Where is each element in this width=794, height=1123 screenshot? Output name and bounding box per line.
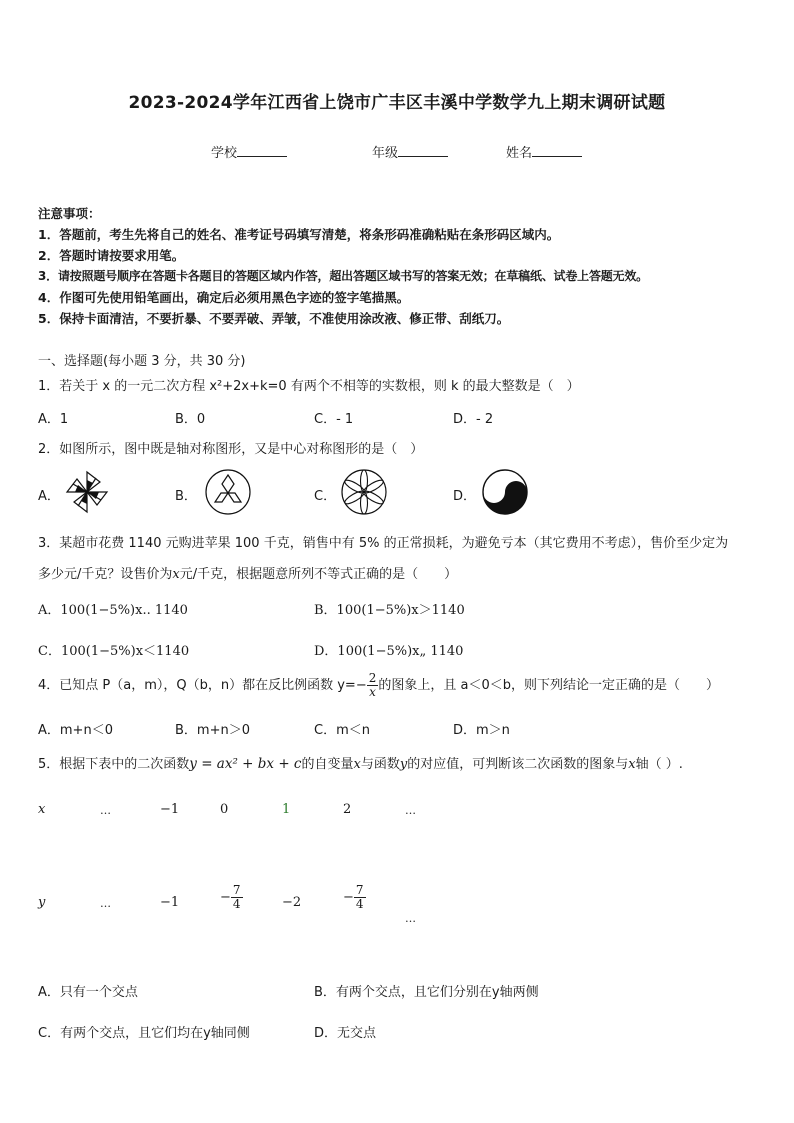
fraction-den: 4 [355,897,364,911]
note-item: 4．作图可先使用铅笔画出，确定后必须用黑色字迹的签字笔描黑。 [38,290,410,305]
q5-var-y: y [399,757,408,772]
q3-stem-part: 元/千克，根据题意所列不等式正确的是（ ） [179,567,458,582]
q5-var-x: x [353,757,361,772]
q4-option-b[interactable]: B．m+n＞0 [175,723,250,738]
question-4-stem [38,672,719,699]
q3-variable: x [172,567,180,582]
q5-stem-part: 的对应值，可判断该二次函数的图象与 [407,757,629,772]
table-y-label: y [38,895,46,910]
yin-yang-icon [480,467,530,517]
q5-stem-part: 轴（ ）. [635,757,683,772]
q4-option-c[interactable]: C．m＜n [314,723,370,738]
table-y-cell: … [100,897,111,910]
q4-stem-part: 4．已知点 P（a，m），Q（b，n）都在反比例函数 y=− [38,678,367,693]
grade-label: 年级 [372,146,399,161]
table-y-cell: −2 [282,895,302,910]
section-heading: 一、选择题(每小题 3 分，共 30 分) [38,354,246,369]
pinwheel-icon [60,468,114,516]
fraction-den: 4 [232,897,241,911]
q5-option-c[interactable]: C．有两个交点，且它们均在y轴同侧 [38,1026,250,1041]
question-5-stem [38,753,683,772]
six-petal-icon [339,467,389,517]
q4-stem-part: 的图象上，且 a＜0＜b，则下列结论一定正确的是（ ） [378,678,719,693]
name-blank[interactable] [532,144,582,157]
table-x-cell: 1 [282,802,291,817]
school-blank[interactable] [237,144,287,157]
q3-option-a[interactable]: A．100(1−5%)x.. 1140 [38,603,188,618]
note-item: 5．保持卡面清洁，不要折暴、不要弄破、弄皱，不准使用涂改液、修正带、刮纸刀。 [38,311,510,326]
table-x-label: x [38,802,46,817]
q5-option-a[interactable]: A．只有一个交点 [38,985,138,1000]
question-3-stem-line2 [38,563,457,582]
question-3-stem: 3．某超市花费 1140 元购进苹果 100 千克，销售中有 5% 的正常损耗，为避免亏本（其它费用不考虑），售价至少定为 [38,536,729,551]
table-x-cell: … [405,804,416,817]
q5-formula: y = ax² + bx + c [189,756,302,772]
q4-fraction [367,672,379,699]
q2-option-a-label[interactable]: A． [38,489,60,504]
q1-option-a[interactable]: A．1 [38,412,69,427]
q5-var-x: x [628,757,636,772]
q3-option-c[interactable]: C．100(1−5%)x＜1140 [38,644,190,659]
question-1-stem: 1．若关于 x 的一元二次方程 x²+2x+k=0 有两个不相等的实数根，则 k 的最大整数是（ ） [38,379,580,394]
note-item: 3．请按照题号顺序在答题卡各题目的答题区域内作答，超出答题区域书写的答案无效；在草稿纸、试卷上答题无效。 [38,269,648,283]
q4-fraction-num: 2 [368,671,377,685]
table-y-cell-fraction [220,884,243,911]
fraction [231,884,243,911]
grade-field [372,142,448,161]
three-diamonds-icon [203,467,253,517]
q4-fraction-den: x [369,685,376,699]
fraction-num: 7 [232,883,241,897]
table-x-cell: 0 [220,802,229,817]
q3-option-d[interactable]: D．100(1−5%)x„ 1140 [314,644,464,659]
name-field [506,142,582,161]
table-y-cell-fraction [343,884,366,911]
q1-option-b[interactable]: B．0 [175,412,206,427]
q2-option-d-label[interactable]: D． [453,489,477,504]
q4-option-d[interactable]: D．m＞n [453,723,510,738]
table-y-cell: … [405,912,416,925]
q5-option-b[interactable]: B．有两个交点，且它们分别在y轴两侧 [314,985,539,1000]
q2-option-c-label[interactable]: C． [314,489,337,504]
minus-sign: − [220,890,231,905]
q3-stem-part: 多少元/千克？设售价为 [38,567,173,582]
q1-option-d[interactable]: D．- 2 [453,412,494,427]
q3-option-b[interactable]: B．100(1−5%)x＞1140 [314,603,465,618]
table-y-cell: −1 [160,895,180,910]
table-x-cell: 2 [343,802,352,817]
fraction-num: 7 [355,883,364,897]
page-title: 2023-2024学年江西省上饶市广丰区丰溪中学数学九上期末调研试题 [128,93,666,113]
notes-heading: 注意事项： [38,206,101,221]
fraction [354,884,366,911]
q4-option-a[interactable]: A．m+n＜0 [38,723,113,738]
question-2-stem: 2．如图所示，图中既是轴对称图形，又是中心对称图形的是（ ） [38,442,424,457]
school-field [211,142,287,161]
q5-option-d[interactable]: D．无交点 [314,1026,377,1041]
q5-stem-part: 5．根据下表中的二次函数 [38,757,190,772]
name-label: 姓名 [506,146,533,161]
table-x-cell: −1 [160,802,180,817]
note-item: 1．答题前，考生先将自己的姓名、准考证号码填写清楚，将条形码准确粘贴在条形码区域内。 [38,227,560,242]
school-label: 学校 [211,146,238,161]
q1-option-c[interactable]: C．- 1 [314,412,354,427]
note-item: 2．答题时请按要求用笔。 [38,248,185,263]
minus-sign: − [343,890,354,905]
q5-stem-part: 的自变量 [301,757,354,772]
q5-stem-part: 与函数 [360,757,400,772]
grade-blank[interactable] [398,144,448,157]
q2-option-b-label[interactable]: B． [175,489,197,504]
table-x-cell: … [100,804,111,817]
